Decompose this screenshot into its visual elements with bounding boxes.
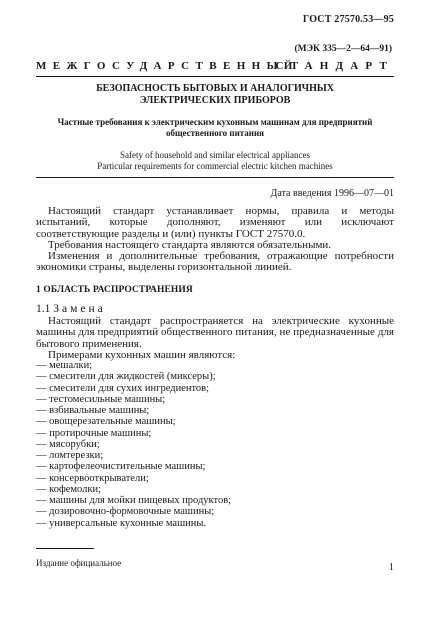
header-rule: [36, 76, 394, 77]
english-subtitle: [36, 150, 394, 172]
list-item: — овощерезательные машины;: [36, 416, 176, 428]
iec-number: (МЭК 335—2—64—91): [294, 44, 392, 54]
title-line-2: ЭЛЕКТРИЧЕСКИХ ПРИБОРОВ: [139, 95, 291, 106]
list-item: — ломтерезки;: [36, 450, 104, 461]
list-item: — дозировочно-формовочные машины;: [36, 506, 215, 518]
intro-paragraph-2: Требования настоящего стандарта являются обязательными.: [48, 238, 332, 251]
intro-paragraphs: [36, 206, 394, 274]
standard-type-left: МЕЖГОСУДАРСТВЕННЫЙ: [36, 60, 299, 72]
ru-subtitle-line-2: общественного питания: [165, 128, 265, 138]
introduction-date: Дата введения 1996—07—01: [270, 188, 394, 199]
list-item: — тестомесильные машины;: [36, 393, 166, 405]
scope-paragraph: Настоящий стандарт распространяется на электрические кухонные машины для предприятий общественного питания, не предназначенные для бытового применения.: [36, 315, 394, 350]
page-number: 1: [388, 562, 394, 573]
machine-examples-list: [36, 360, 231, 529]
list-item: — смесители для сухих ингредиентов;: [36, 382, 210, 394]
list-item: — картофелеочистительные машины;: [36, 461, 206, 473]
official-edition-note: Издание официальное: [36, 558, 122, 568]
list-item: — консервооткрыватели;: [36, 472, 149, 484]
title-rule: [36, 177, 394, 178]
intro-paragraph-1: Настоящий стандарт устанавливает нормы, правила и методы испытаний, которые дополняют, изменяют или исключают соответствующие разделы и (или) пункты ГОСТ 27570.0.: [36, 205, 394, 240]
ru-subtitle-line-1: Частные требования к электрическим кухонным машинам для предприятий: [57, 117, 373, 127]
subsection-title: Замена: [53, 303, 106, 315]
en-subtitle-line-1: Safety of household and similar electrical appliances: [120, 150, 310, 160]
examples-intro: Примерами кухонных машин являются:: [48, 348, 236, 361]
list-item: — протирочные машины;: [36, 427, 152, 439]
intro-paragraph-3: Изменения и дополнительные требования, отражающие потребности экономики страны, выделены горизонтальной линией.: [36, 250, 394, 274]
list-item: — универсальные кухонные машины.: [36, 517, 207, 529]
footnote-rule: [36, 548, 94, 549]
russian-subtitle: [36, 117, 394, 139]
section-body: [36, 316, 394, 361]
subsection-number: 1.1: [36, 303, 51, 315]
subsection-heading: [36, 303, 106, 315]
gost-number: ГОСТ 27570.53—95: [302, 14, 394, 25]
list-item: — мясорубки;: [36, 438, 100, 450]
section-heading: 1 ОБЛАСТЬ РАСПРОСТРАНЕНИЯ: [36, 285, 193, 295]
en-subtitle-line-2: Particular requirements for commercial electric kitchen machines: [97, 161, 333, 171]
standard-type-right: СТАНДАРТ: [275, 60, 394, 72]
list-item: — смесители для жидкостей (миксеры);: [36, 371, 216, 383]
list-item: — мешалки;: [36, 360, 93, 371]
list-item: — машины для мойки пищевых продуктов;: [36, 495, 232, 506]
document-title: [36, 83, 394, 107]
list-item: — кофемолки;: [36, 483, 102, 495]
list-item: — взбивальные машины;: [36, 405, 150, 416]
title-line-1: БЕЗОПАСНОСТЬ БЫТОВЫХ И АНАЛОГИЧНЫХ: [96, 83, 334, 94]
